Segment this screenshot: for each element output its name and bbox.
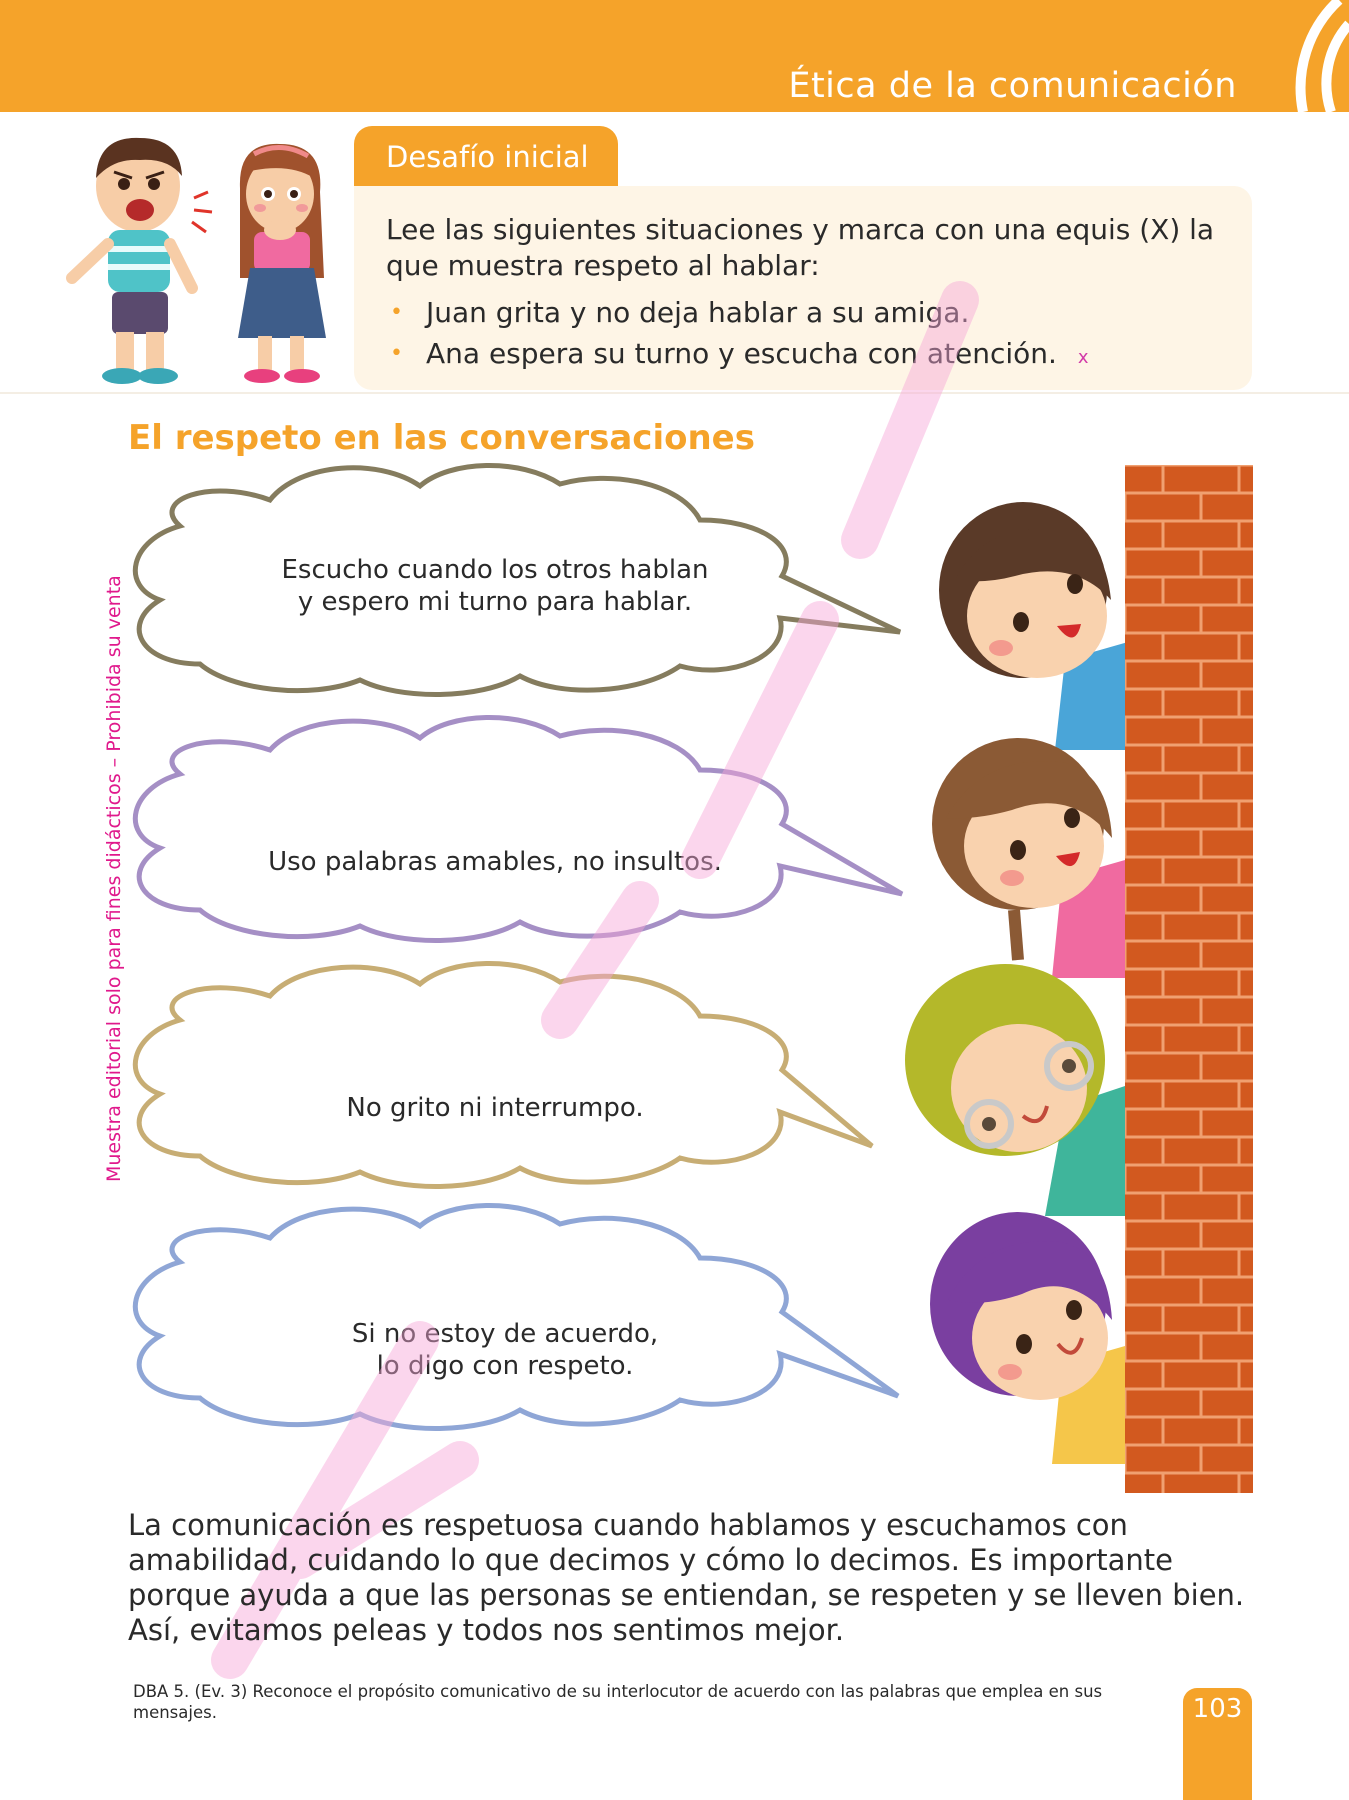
bubble-text-2: [230, 846, 760, 878]
speech-bubble-2: [135, 717, 902, 940]
speech-bubble-3: [135, 963, 872, 1186]
bubble-line: No grito ni interrumpo.: [346, 1093, 644, 1123]
chapter-title: Ética de la comunicación: [788, 66, 1237, 106]
smiling-boy-icon: [925, 480, 1135, 750]
speech-bubble-4: [135, 1205, 898, 1428]
side-notice: Muestra editorial solo para fines didácticos – Prohibida su venta: [103, 575, 125, 1182]
bubble-line: Si no estoy de acuerdo,: [351, 1319, 659, 1349]
purple-hair-girl-icon: [922, 1204, 1132, 1464]
answer-mark: x: [1077, 347, 1089, 368]
bullet-icon: •: [390, 300, 403, 325]
bubble-text-1: [230, 554, 760, 618]
challenge-tab: Desafío inicial: [354, 126, 618, 188]
bubble-text-4: [240, 1318, 770, 1382]
bubble-line: lo digo con respeto.: [376, 1351, 634, 1381]
challenge-option-text: Juan grita y no deja hablar a su amiga.: [426, 296, 970, 329]
challenge-option-text: Ana espera su turno y escucha con atención.: [426, 337, 1057, 370]
challenge-instruction: Lee las siguientes situaciones y marca con una equis (X) la que muestra respeto al hablar:: [386, 213, 1215, 282]
page-number: 103: [1183, 1688, 1252, 1800]
bubble-line: Uso palabras amables, no insultos.: [268, 847, 722, 877]
curly-hair-kid-glasses-icon: [895, 956, 1125, 1216]
smiling-girl-braid-icon: [922, 728, 1132, 978]
section-title: El respeto en las conversaciones: [128, 418, 755, 458]
body-paragraph: La comunicación es respetuosa cuando hablamos y escuchamos con amabilidad, cuidando lo que decimos y cómo lo decimos. Es importante porque ayuda a que las personas se entiendan, se respeten y se lleven bien. Así, evitamos peleas y todos nos sentimos mejor.: [128, 1508, 1245, 1647]
brick-wall-illustration: [1125, 465, 1253, 1493]
bubble-line: y espero mi turno para hablar.: [297, 587, 693, 617]
bubble-text-3: [230, 1092, 760, 1124]
bubble-line: Escucho cuando los otros hablan: [281, 555, 709, 585]
bullet-icon: •: [390, 341, 403, 366]
footer-standard: DBA 5. (Ev. 3) Reconoce el propósito comunicativo de su interlocutor de acuerdo con las palabras que emplea en sus mensajes.: [133, 1682, 1103, 1722]
